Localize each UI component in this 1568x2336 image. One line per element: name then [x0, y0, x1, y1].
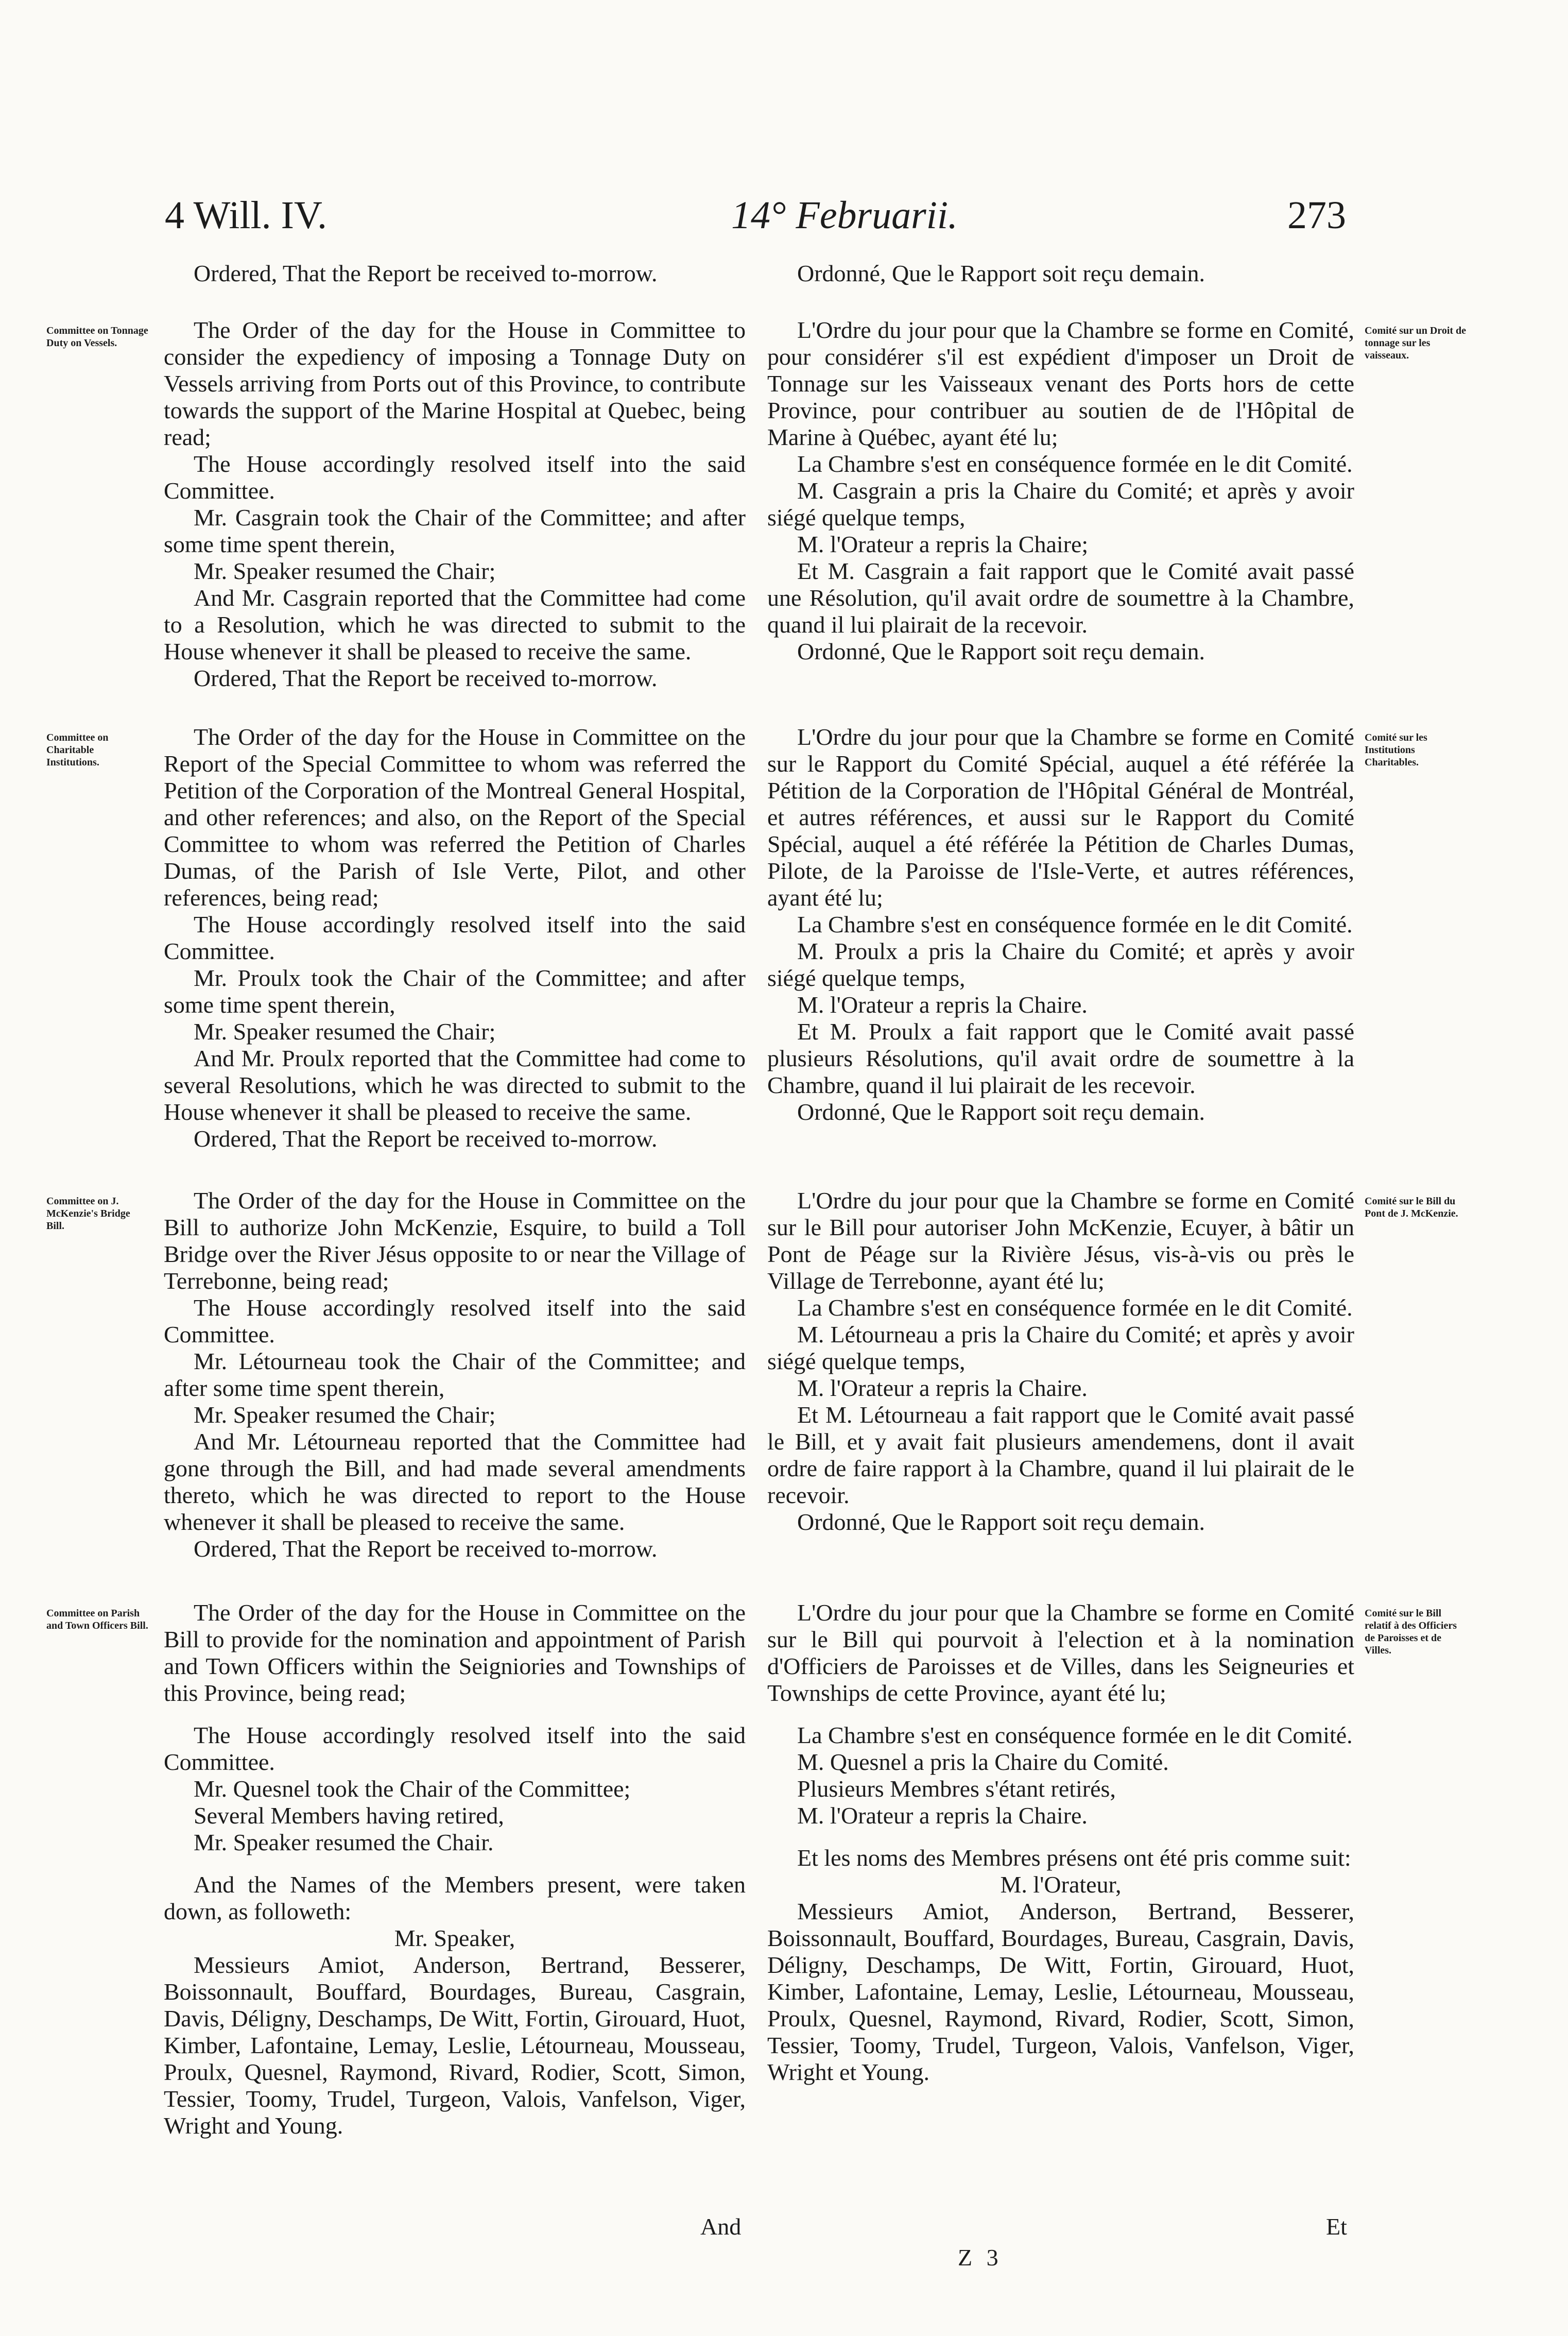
ordered-paragraph: Ordonné, Que le Rapport soit reçu demain. — [797, 1099, 1205, 1125]
margin-note-bridge-en: Committee on J. McKenzie's Bridge Bill. — [46, 1196, 130, 1232]
speaker-resumed-paragraph: Mr. Speaker resumed the Chair. — [194, 1829, 494, 1855]
page-number: 273 — [1287, 194, 1346, 237]
margin-note-parish-en: Committee on Parish and Town Officers Bill. — [46, 1608, 148, 1631]
english-section-parish — [164, 1599, 746, 2139]
chair-taken-paragraph: Mr. Létourneau took the Chair of the Committee; and after some time spent therein, — [164, 1348, 746, 1401]
order-of-day-paragraph: The Order of the day for the House in Committee to consider the expediency of imposing a Tonnage Duty on Vessels arriving from Ports out of this Province, to contribute towards the support of the Marine Hospital at Quebec, being read; — [164, 317, 746, 450]
margin-note-tonnage-fr: Comité sur un Droit de tonnage sur les vaisseaux. — [1365, 325, 1467, 361]
house-resolved-paragraph: La Chambre s'est en conséquence formée en le dit Comité. — [797, 451, 1353, 477]
english-section-tonnage — [164, 317, 746, 692]
order-of-day-paragraph: L'Ordre du jour pour que la Chambre se forme en Comité sur le Rapport du Comité Spécial, auquel a été référée la Pétition de la Corporation de l'Hôpital Général de Montréal, et autres références, et aussi sur le Rapport du Comité Spécial, auquel a été référée la Pétition de Charles Dumas, Pilote, de la Paroisse de l'Isle-Verte, et autres références, ayant été lu; — [767, 724, 1354, 911]
order-of-day-paragraph: L'Ordre du jour pour que la Chambre se forme en Comité sur le Bill pour autoriser John McKenzie, Ecuyer, à bâtir un Pont de Péage sur la Rivière Jésus, vis-à-vis ou près le Village de Terrebonne, ayant été lu; — [767, 1187, 1354, 1294]
signature-mark: Z 3 — [958, 2244, 1003, 2271]
margin-note-bridge-fr: Comité sur le Bill du Pont de J. McKenzie. — [1365, 1196, 1458, 1219]
order-of-day-paragraph: L'Ordre du jour pour que la Chambre se forme en Comité, pour considérer s'il est expédient d'imposer un Droit de Tonnage sur les Vaisseaux venant des Ports hors de cette Province, pour contribuer au soutien de de l'Hôpital de Marine à Québec, ayant été lu; — [767, 317, 1354, 450]
members-retired-paragraph: Plusieurs Membres s'étant retirés, — [797, 1776, 1116, 1802]
ordered-paragraph: Ordonné, Que le Rapport soit reçu demain. — [797, 638, 1205, 664]
speaker-resumed-paragraph: Mr. Speaker resumed the Chair; — [194, 1018, 496, 1045]
names-taken-paragraph: And the Names of the Members present, were taken down, as followeth: — [164, 1871, 746, 1924]
chair-taken-paragraph: M. Casgrain a pris la Chaire du Comité; et après y avoir siégé quelque temps, — [767, 478, 1354, 531]
house-resolved-paragraph: The House accordingly resolved itself into the said Committee. — [164, 911, 746, 964]
running-head-regnal-year: 4 Will. IV. — [165, 194, 328, 237]
english-column — [164, 260, 746, 287]
speaker-line: M. l'Orateur, — [1000, 1871, 1122, 1898]
running-head-date: 14° Februarii. — [731, 194, 958, 237]
chair-taken-paragraph: M. Proulx a pris la Chaire du Comité; et après y avoir siégé quelque temps, — [767, 938, 1354, 991]
order-of-day-paragraph: The Order of the day for the House in Committee on the Bill to provide for the nomination and appointment of Parish and Town Officers within the Seigniories and Townships of this Province, being read; — [164, 1599, 746, 1706]
ordered-paragraph: Ordered, That the Report be received to-morrow. — [194, 1126, 658, 1152]
chair-taken-paragraph: Mr. Casgrain took the Chair of the Committee; and after some time spent therein, — [164, 504, 746, 557]
chair-taken-paragraph: Mr. Proulx took the Chair of the Committee; and after some time spent therein, — [164, 965, 746, 1018]
members-list: Messieurs Amiot, Anderson, Bertrand, Besserer, Boissonnault, Bouffard, Bourdages, Bureau, Casgrain, Davis, Déligny, Deschamps, De Witt, Fortin, Girouard, Huot, Kimber, Lafontaine, Lemay, Leslie, Létourneau, Mousseau, Proulx, Quesnel, Raymond, Rivard, Rodier, Scott, Simon, Tessier, Toomy, Trudel, Turgeon, Valois, Vanfelson, Viger, Wright et Young. — [767, 1898, 1354, 2085]
report-paragraph: Et M. Proulx a fait rapport que le Comité avait passé plusieurs Résolutions, qu'il avait ordre de soumettre à la Chambre, quand il lui plairait de les recevoir. — [767, 1018, 1354, 1098]
house-resolved-paragraph: La Chambre s'est en conséquence formée en le dit Comité. — [797, 1294, 1353, 1321]
english-section-bridge — [164, 1187, 746, 1562]
report-paragraph: Et M. Létourneau a fait rapport que le Comité avait passé le Bill, et y avait fait plusieurs amendemens, dont il avait ordre de faire rapport à la Chambre, quand il lui plairait de le recevoir. — [767, 1402, 1354, 1508]
names-taken-paragraph: Et les noms des Membres présens ont été pris comme suit: — [797, 1845, 1351, 1871]
report-paragraph: And Mr. Proulx reported that the Committee had come to several Resolutions, which he was directed to submit to the House whenever it shall be pleased to receive the same. — [164, 1045, 746, 1125]
report-paragraph: Et M. Casgrain a fait rapport que le Comité avait passé une Résolution, qu'il avait ordre de soumettre à la Chambre, quand il lui plairait de la recevoir. — [767, 558, 1354, 638]
speaker-line: Mr. Speaker, — [394, 1925, 515, 1951]
catchword-french: Et — [1326, 2213, 1347, 2240]
chair-taken-paragraph: M. Létourneau a pris la Chaire du Comité; et après y avoir siégé quelque temps, — [767, 1321, 1354, 1374]
house-resolved-paragraph: The House accordingly resolved itself into the said Committee. — [164, 1294, 746, 1348]
english-section-charitable — [164, 724, 746, 1152]
house-resolved-paragraph: The House accordingly resolved itself into the said Committee. — [164, 451, 746, 504]
house-resolved-paragraph: La Chambre s'est en conséquence formée en le dit Comité. — [797, 911, 1353, 937]
order-of-day-paragraph: L'Ordre du jour pour que la Chambre se forme en Comité sur le Bill qui pourvoit à l'election et à la nomination d'Officiers de Paroisses et de Villes, dans les Seigneuries et Townships de cette Province, ayant été lu; — [767, 1599, 1354, 1706]
french-column — [767, 260, 1354, 287]
french-section-parish — [767, 1599, 1354, 2086]
speaker-resumed-paragraph: M. l'Orateur a repris la Chaire. — [797, 992, 1088, 1018]
chair-taken-paragraph: Mr. Quesnel took the Chair of the Committee; — [194, 1776, 631, 1802]
speaker-resumed-paragraph: Mr. Speaker resumed the Chair; — [194, 558, 496, 584]
report-paragraph: And Mr. Casgrain reported that the Committee had come to a Resolution, which he was directed to submit to the House whenever it shall be pleased to receive the same. — [164, 585, 746, 664]
speaker-resumed-paragraph: M. l'Orateur a repris la Chaire; — [797, 531, 1089, 557]
members-retired-paragraph: Several Members having retired, — [194, 1802, 504, 1829]
house-resolved-paragraph: La Chambre s'est en conséquence formée en le dit Comité. — [797, 1722, 1353, 1748]
order-of-day-paragraph: The Order of the day for the House in Committee on the Report of the Special Committee to whom was referred the Petition of the Corporation of the Montreal General Hospital, and other references; and also, on the Report of the Special Committee to whom was referred the Petition of Charles Dumas, of the Parish of Isle Verte, Pilot, and other references, being read; — [164, 724, 746, 911]
french-section-bridge — [767, 1187, 1354, 1536]
order-of-day-paragraph: The Order of the day for the House in Committee on the Bill to authorize John McKenzie, Esquire, to build a Toll Bridge over the River Jésus opposite to or near the Village of Terrebonne, being read; — [164, 1187, 746, 1294]
margin-note-charitable-en: Committee on Charitable Institutions. — [46, 732, 109, 768]
chair-taken-paragraph: M. Quesnel a pris la Chaire du Comité. — [797, 1749, 1169, 1775]
members-list: Messieurs Amiot, Anderson, Bertrand, Besserer, Boissonnault, Bouffard, Bourdages, Bureau, Casgrain, Davis, Déligny, Deschamps, De Witt, Fortin, Girouard, Huot, Kimber, Lafontaine, Lemay, Leslie, Létourneau, Mousseau, Proulx, Quesnel, Raymond, Rivard, Rodier, Scott, Simon, Tessier, Toomy, Trudel, Turgeon, Valois, Vanfelson, Viger, Wright and Young. — [164, 1952, 746, 2139]
french-section-charitable — [767, 724, 1354, 1126]
catchword-english: And — [700, 2213, 742, 2240]
ordered-paragraph: Ordonné, Que le Rapport soit reçu demain. — [797, 1509, 1205, 1535]
ordered-paragraph: Ordered, That the Report be received to-morrow. — [194, 1536, 658, 1562]
report-paragraph: And Mr. Létourneau reported that the Committee had gone through the Bill, and had made several amendments thereto, which he was directed to report to the House whenever it shall be pleased to receive the same. — [164, 1428, 746, 1535]
speaker-resumed-paragraph: M. l'Orateur a repris la Chaire. — [797, 1375, 1088, 1401]
house-resolved-paragraph: The House accordingly resolved itself into the said Committee. — [164, 1722, 746, 1775]
margin-note-tonnage-en: Committee on Tonnage Duty on Vessels. — [46, 325, 148, 349]
ordered-paragraph: Ordered, That the Report be received to-morrow. — [194, 260, 658, 286]
ordered-paragraph: Ordonné, Que le Rapport soit reçu demain. — [797, 260, 1205, 286]
ordered-paragraph: Ordered, That the Report be received to-morrow. — [194, 665, 658, 691]
french-section-tonnage — [767, 317, 1354, 665]
speaker-resumed-paragraph: Mr. Speaker resumed the Chair; — [194, 1402, 496, 1428]
margin-note-parish-fr: Comité sur le Bill relatif à des Officiers de Paroisses et de Villes. — [1365, 1608, 1457, 1656]
margin-note-charitable-fr: Comité sur les Institutions Charitables. — [1365, 732, 1427, 768]
speaker-resumed-paragraph: M. l'Orateur a repris la Chaire. — [797, 1802, 1088, 1829]
